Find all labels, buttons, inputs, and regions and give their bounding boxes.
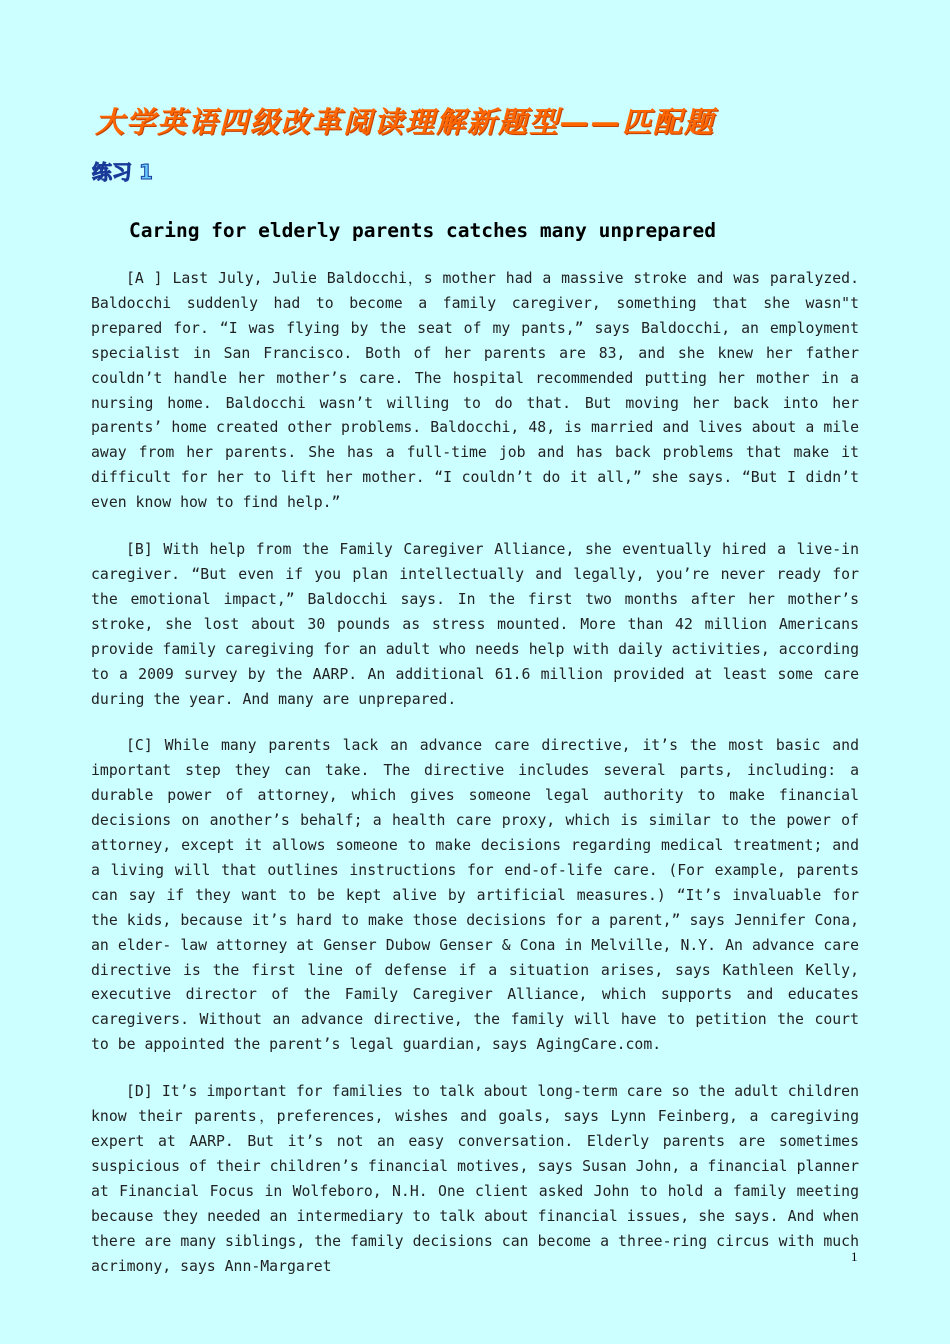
paragraph-c: [C] While many parents lack an advance care directive, it’s the most basic and important step they can take. The directive includes several parts, including: a durable power of attorney, which gives someone legal authority to make financial decisions on another’s behalf; a health care proxy, which is similar to the power of attorney, except it allows someone to make decisions regarding medical treatment; and a living will that outlines instructions for end-of-life care. (For example, parents can say if they want to be kept alive by artificial measures.) “It’s invaluable for the kids, because it’s hard to make those decisions for a parent,” says Jennifer Cona, an elder- law attorney at Genser Dubow Genser & Cona in Melville, N.Y. An advance care directive is the first line of defense if a situation arises, says Kathleen Kelly, executive director of the Family Caregiver Alliance, which supports and educates caregivers. Without an advance directive, the family will have to petition the court to be appointed the parent’s legal guardian, says AgingCare.com. (91, 737, 859, 1054)
page-title: 大学英语四级改革阅读理解新题型——匹配题 (95, 105, 716, 139)
paragraph-b: [B] With help from the Family Caregiver Alliance, she eventually hired a live-in caregiver. “But even if you plan intellectually and legally, you’re never ready for the emotional impact,” Baldocchi says. In the first two months after her mother’s stroke, she lost about 30 pounds as stress mounted. More than 42 million Americans provide family caregiving for an adult who needs help with daily activities, according to a 2009 survey by the AARP. An additional 61.6 million provided at least some care during the year. And many are unprepared. (91, 541, 859, 708)
article-body (91, 267, 859, 1301)
paragraph-a: [A ] Last July, Julie Baldocchi，s mother had a massive stroke and was paralyzed. Baldocchi suddenly had to become a family caregiver, something that she wasn"t prepared for. “I was flying by the seat of my pants,” says Baldocchi, an employment specialist in San Francisco. Both of her parents are 83, and she knew her father couldn’t handle her mother’s care. The hospital recommended putting her mother in a nursing home. Baldocchi wasn’t willing to do that. But moving her back into her parents’ home created other problems. Baldocchi, 48, is married and lives about a mile away from her parents. She has a full-time job and has back problems that make it difficult for her to lift her mother. “I couldn’t do it all,” she says. “But I didn’t even know how to find help.” (91, 270, 859, 512)
paragraph-d: [D] It’s important for families to talk about long-term care so the adult children know their parents，preferences, wishes and goals, says Lynn Feinberg, a caregiving expert at AARP. But it’s not an easy conversation. Elderly parents are sometimes suspicious of their children’s financial motives, says Susan John, a financial planner at Financial Focus in Wolfeboro, N.H. One client asked John to hold a family meeting because they needed an intermediary to talk about financial issues, she says. And when there are many siblings, the family decisions can become a three-ring circus with much acrimony, says Ann-Margaret (91, 1083, 859, 1275)
exercise-label: 练习 1 (92, 160, 153, 184)
page-number: 1 (851, 1249, 858, 1264)
article-title: Caring for elderly parents catches many unprepared (129, 219, 716, 242)
